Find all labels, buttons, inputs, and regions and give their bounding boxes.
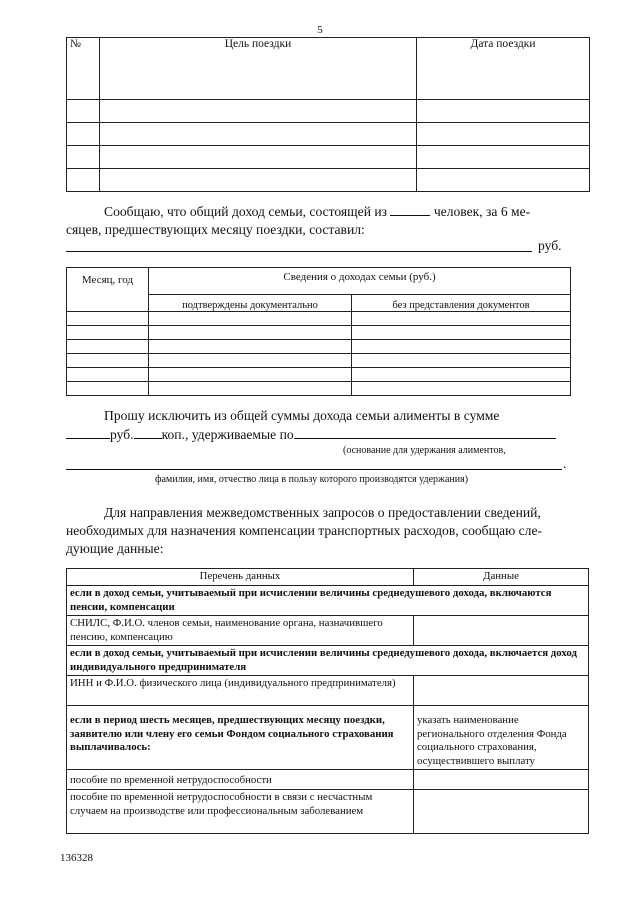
data-row-snils-value[interactable] — [414, 616, 589, 646]
alimony-line1: Прошу исключить из общей суммы дохода семьи алименты в сумме — [104, 408, 500, 423]
data-section-entrepreneur: если в доход семьи, учитываемый при исчислении величины среднедушевого дохода, включается доход индивидуального предпринимателя — [67, 646, 589, 676]
interagency-line2: необходимых для назначения компенсации транспортных расходов, сообщаю сле- — [66, 523, 543, 538]
table-row — [67, 38, 590, 100]
data-row-inn: ИНН и Ф.И.О. физического лица (индивидуального предпринимателя) — [67, 676, 414, 706]
income-currency: руб. — [538, 238, 562, 253]
table-row[interactable] — [67, 100, 590, 123]
family-size-blank[interactable] — [390, 203, 430, 216]
table-row[interactable] — [67, 169, 590, 192]
data-section-pensions: если в доход семьи, учитываемый при исчислении величины среднедушевого дохода, включаются пенсии, компенсации — [67, 586, 589, 616]
trip-col-date: Дата поездки — [417, 38, 590, 100]
data-section-fss: если в период шесть месяцев, предшествующих месяцу поездки, заявителю или члену его семьи Фондом социального страхования выплачивалось: — [67, 706, 414, 770]
table-row — [67, 770, 589, 790]
income-col-month: Месяц, год — [67, 268, 149, 312]
alimony-note-basis: (основание для удержания алиментов, — [343, 445, 506, 456]
data-row-inn-value[interactable] — [414, 676, 589, 706]
alimony-note-recipient: фамилия, имя, отчество лица в пользу которого производятся удержания) — [155, 474, 469, 485]
table-row — [67, 790, 589, 834]
trip-col-number: № — [67, 38, 100, 100]
table-row[interactable] — [67, 368, 571, 382]
data-row-disability-benefit-value[interactable] — [414, 770, 589, 790]
data-section-fss-instruction: указать наименование регионального отделения Фонда социального страхования, осуществившего выплату — [414, 706, 589, 770]
table-row[interactable] — [67, 312, 571, 326]
alimony-line2: руб. коп., удерживаемые по — [66, 426, 556, 444]
data-row-accident-benefit: пособие по временной нетрудоспособности в связи с несчастным случаем на производстве или профессиональным заболеванием — [67, 790, 414, 834]
alimony-period: . — [563, 456, 567, 471]
alimony-kop-blank[interactable] — [134, 426, 162, 439]
alimony-recipient-blank[interactable] — [66, 469, 562, 470]
data-table — [66, 568, 589, 834]
table-row[interactable] — [67, 123, 590, 146]
interagency-line1: Для направления межведомственных запросов о предоставлении сведений, — [104, 505, 541, 520]
trip-table — [66, 37, 590, 192]
income-col-unconfirmed: без представления документов — [352, 295, 571, 312]
table-row[interactable] — [67, 326, 571, 340]
income-statement-line1: Сообщаю, что общий доход семьи, состоящей из человек, за 6 ме- — [104, 204, 531, 219]
data-row-disability-benefit: пособие по временной нетрудоспособности — [67, 770, 414, 790]
interagency-line3: дующие данные: — [66, 541, 164, 556]
table-row[interactable] — [67, 354, 571, 368]
table-row[interactable] — [67, 382, 571, 396]
income-amount-blank[interactable] — [66, 251, 532, 252]
data-row-accident-benefit-value[interactable] — [414, 790, 589, 834]
data-col-data: Данные — [414, 569, 589, 586]
alimony-rub-blank[interactable] — [66, 426, 110, 439]
trip-col-purpose: Цель поездки — [100, 38, 417, 100]
table-row — [67, 676, 589, 706]
table-row[interactable] — [67, 340, 571, 354]
alimony-basis-blank[interactable] — [294, 426, 556, 439]
table-row[interactable] — [67, 146, 590, 169]
table-row — [67, 616, 589, 646]
data-row-snils: СНИЛС, Ф.И.О. членов семьи, наименование органа, назначившего пенсию, компенсацию — [67, 616, 414, 646]
income-col-confirmed: подтверждены документально — [149, 295, 352, 312]
form-code: 136328 — [60, 852, 93, 864]
income-table — [66, 267, 571, 396]
data-col-list: Перечень данных — [67, 569, 414, 586]
income-col-group: Сведения о доходах семьи (руб.) — [149, 268, 571, 295]
page-number: 5 — [317, 24, 323, 36]
income-statement-line2: сяцев, предшествующих месяцу поездки, составил: — [66, 222, 365, 237]
